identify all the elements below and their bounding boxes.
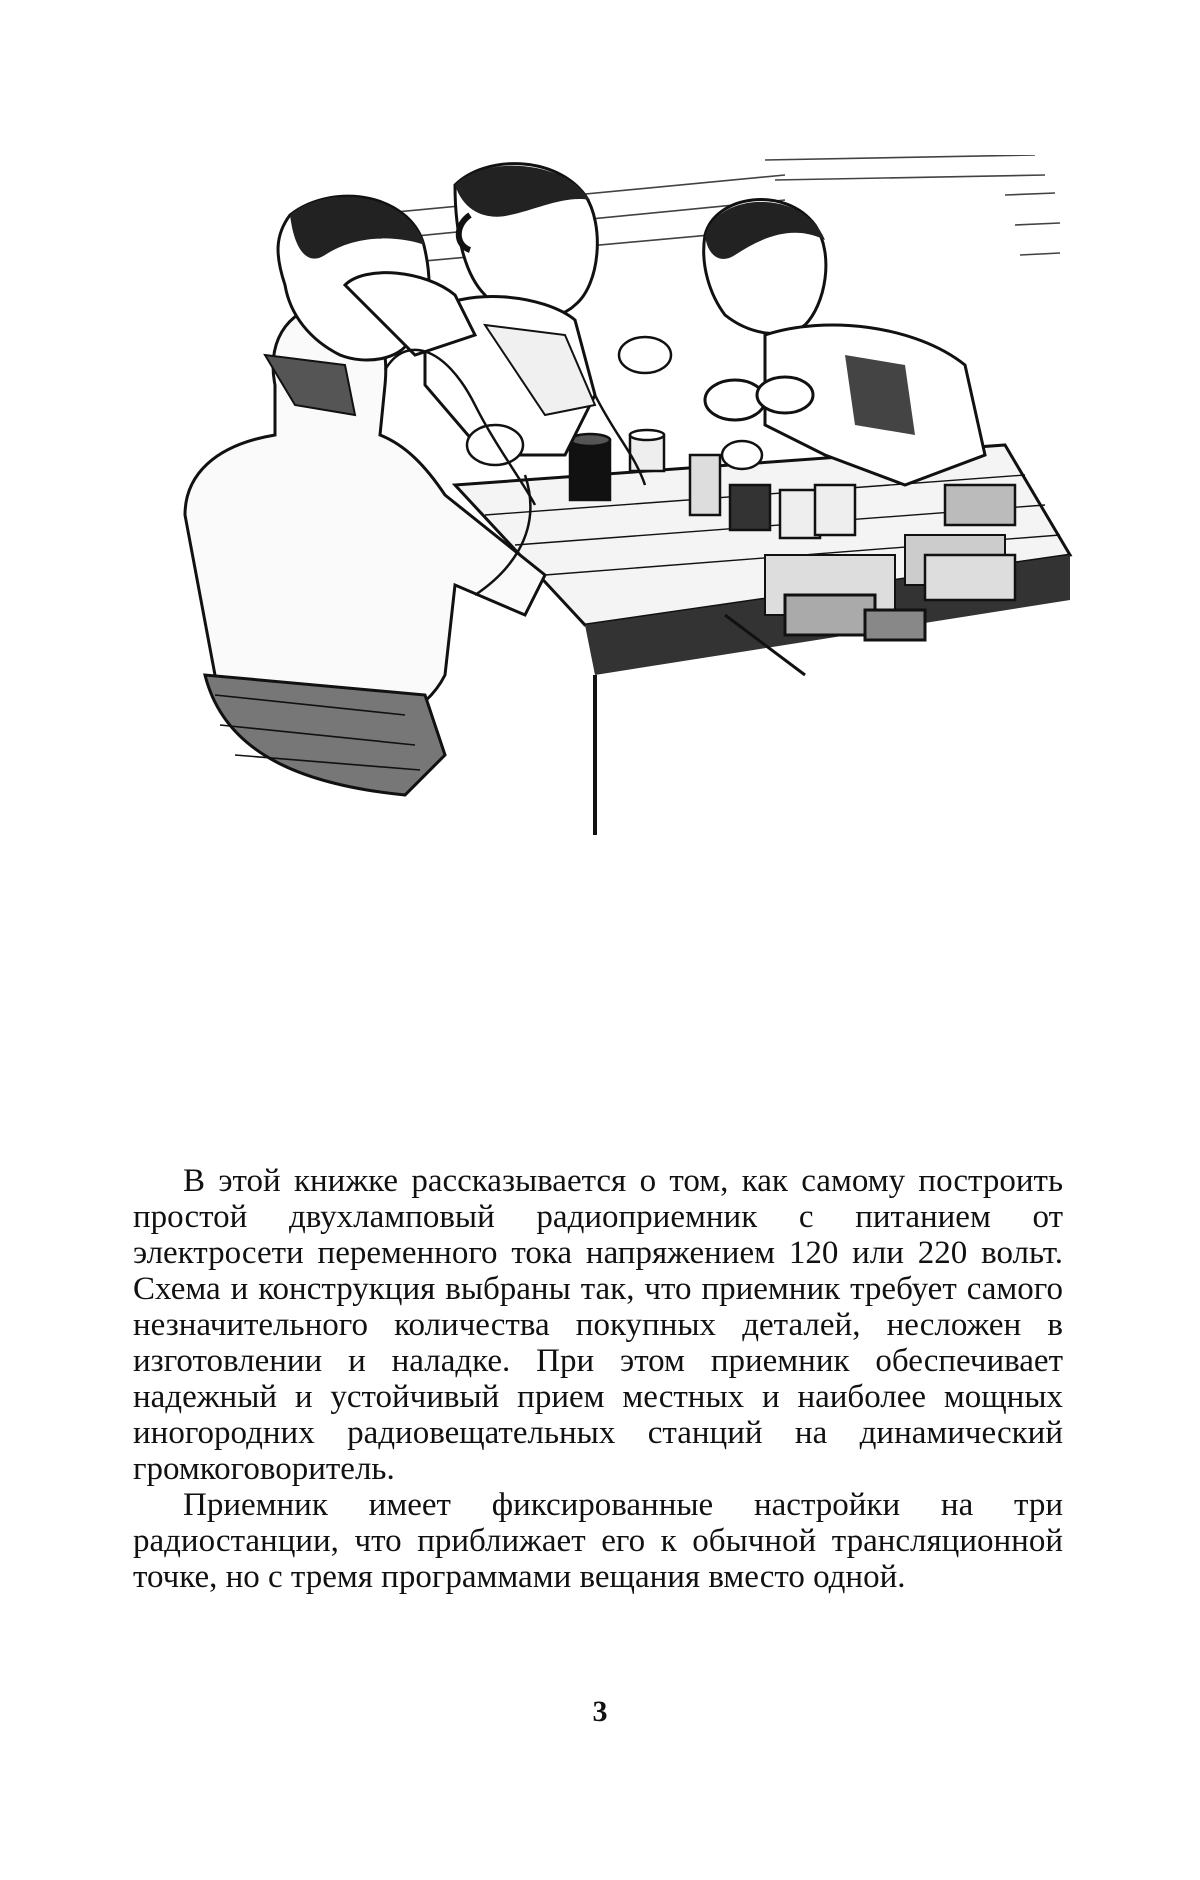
paragraph-intro: В этой книжке рассказывается о том, как самому построить простой двухламповый радиоприемник с питанием от электросети переменного тока напряжением 120 или 220 вольт. Схема и конструкция выбраны так, что приемник требует самого незначительного количества покупных деталей, несложен в изготовлении и наладке. При этом приемник обеспечивает надежный и устойчивый прием местных и наиболее мощных иногородних радиовещательных станций на динамический громкоговоритель. (133, 1163, 1063, 1487)
paragraph-tuning: Приемник имеет фиксированные настройки на три радиостанции, что приближает его к обычной трансляционной точке, но с тремя программами вещания вместо одной. (133, 1487, 1063, 1595)
children-building-radio-illustration (125, 155, 1075, 835)
body-text (133, 1163, 1063, 1595)
illustration-drawing (125, 155, 1075, 835)
page-number: 3 (592, 1695, 608, 1728)
